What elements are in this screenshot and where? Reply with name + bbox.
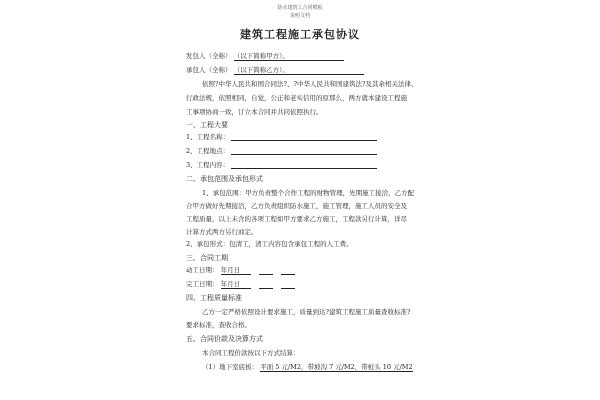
scope-line-3: 工程质量，以上未含的各项工程如甲方要求乙方施工，工程款另行计算，详尽: [186, 215, 407, 223]
end-date-blank-1: [259, 281, 273, 289]
basement-floor-price-line: [202, 363, 413, 372]
quality-line-1: 乙方一定严格依照设计要求施工，质量到达?建筑工程施工质量查收标准?: [202, 308, 411, 316]
basement-floor-prices: 平面 5 元/M2，带坡沟 7 元/M2，带桩头 10 元/M2: [260, 363, 413, 371]
quality-line-2: 要求标准，查收合格。: [186, 321, 251, 329]
basement-floor-label: （1）地下室底板：: [202, 363, 259, 371]
project-name-field: [231, 133, 377, 141]
end-date-line: [186, 280, 295, 289]
employer-field: （以下简称甲方）。: [234, 52, 344, 61]
start-date-field: 年月日: [221, 266, 251, 275]
project-content-label: 3、工程内容：: [186, 161, 230, 169]
start-date-blank-2: [281, 267, 295, 275]
section-4-title: 四、工程质量标准: [186, 294, 242, 302]
document-title: 建筑工程施工承包协议: [240, 28, 360, 41]
project-location-label: 2、工程地点：: [186, 147, 230, 155]
payment-intro: 本合同工程价款按以下方式结算：: [202, 349, 300, 357]
intro-line-3: 工事项协商一致，订立本合同并共同依照执行。: [186, 108, 323, 116]
end-date-field: 年月日: [221, 280, 251, 289]
project-name-label: 1、工程名称：: [186, 133, 230, 141]
project-name-line: [186, 133, 377, 141]
project-location-line: [186, 147, 377, 155]
project-content-field: [231, 161, 377, 169]
header-line-1: 防水建筑工合同模板: [277, 5, 323, 11]
scope-line-1: 1、承包范围：甲方负责整个合作工程的财物管理，先期施工接洽，乙方配: [202, 189, 415, 197]
project-content-line: [186, 161, 377, 169]
contract-form-line: 2、承包形式：包清工，清工内容包含承包工程的人工费。: [186, 240, 353, 248]
start-date-line: [186, 266, 295, 275]
employer-label: 发包人（全称）: [186, 52, 232, 60]
start-date-blank-1: [259, 267, 273, 275]
header-line-2: 说明文档: [289, 13, 310, 19]
intro-line-2: 行政法规，依照相同，自觉，公正和老实信用的原那么，两方就本建设工程施: [186, 94, 407, 102]
start-date-label: 动工日期：: [186, 266, 219, 274]
contractor-label: 承包人（全称）: [186, 66, 232, 74]
scope-line-2: 合甲方做好先期接洽，乙方负责组织防水施工，施工管理，施工人员的安全及: [186, 202, 407, 210]
scope-line-4: 计算方式两方另行商定。: [186, 228, 258, 236]
section-1-title: 一、工程大要: [186, 121, 228, 129]
end-date-blank-2: [281, 281, 295, 289]
intro-line-1: 依照?中华人民共和国合同法?、?中华人民共和国建筑法?及其余相关法律、: [202, 80, 418, 88]
project-location-field: [231, 147, 377, 155]
section-5-title: 五、合同价款及决算方式: [186, 335, 263, 343]
employer-line: [186, 52, 344, 61]
contractor-line: [186, 66, 364, 75]
section-3-title: 三、合同工期: [186, 254, 228, 262]
section-2-title: 二、承包范围及承包形式: [186, 175, 263, 183]
contractor-field: （以下简称乙方）。: [234, 66, 364, 75]
end-date-label: 完工日期：: [186, 280, 219, 288]
